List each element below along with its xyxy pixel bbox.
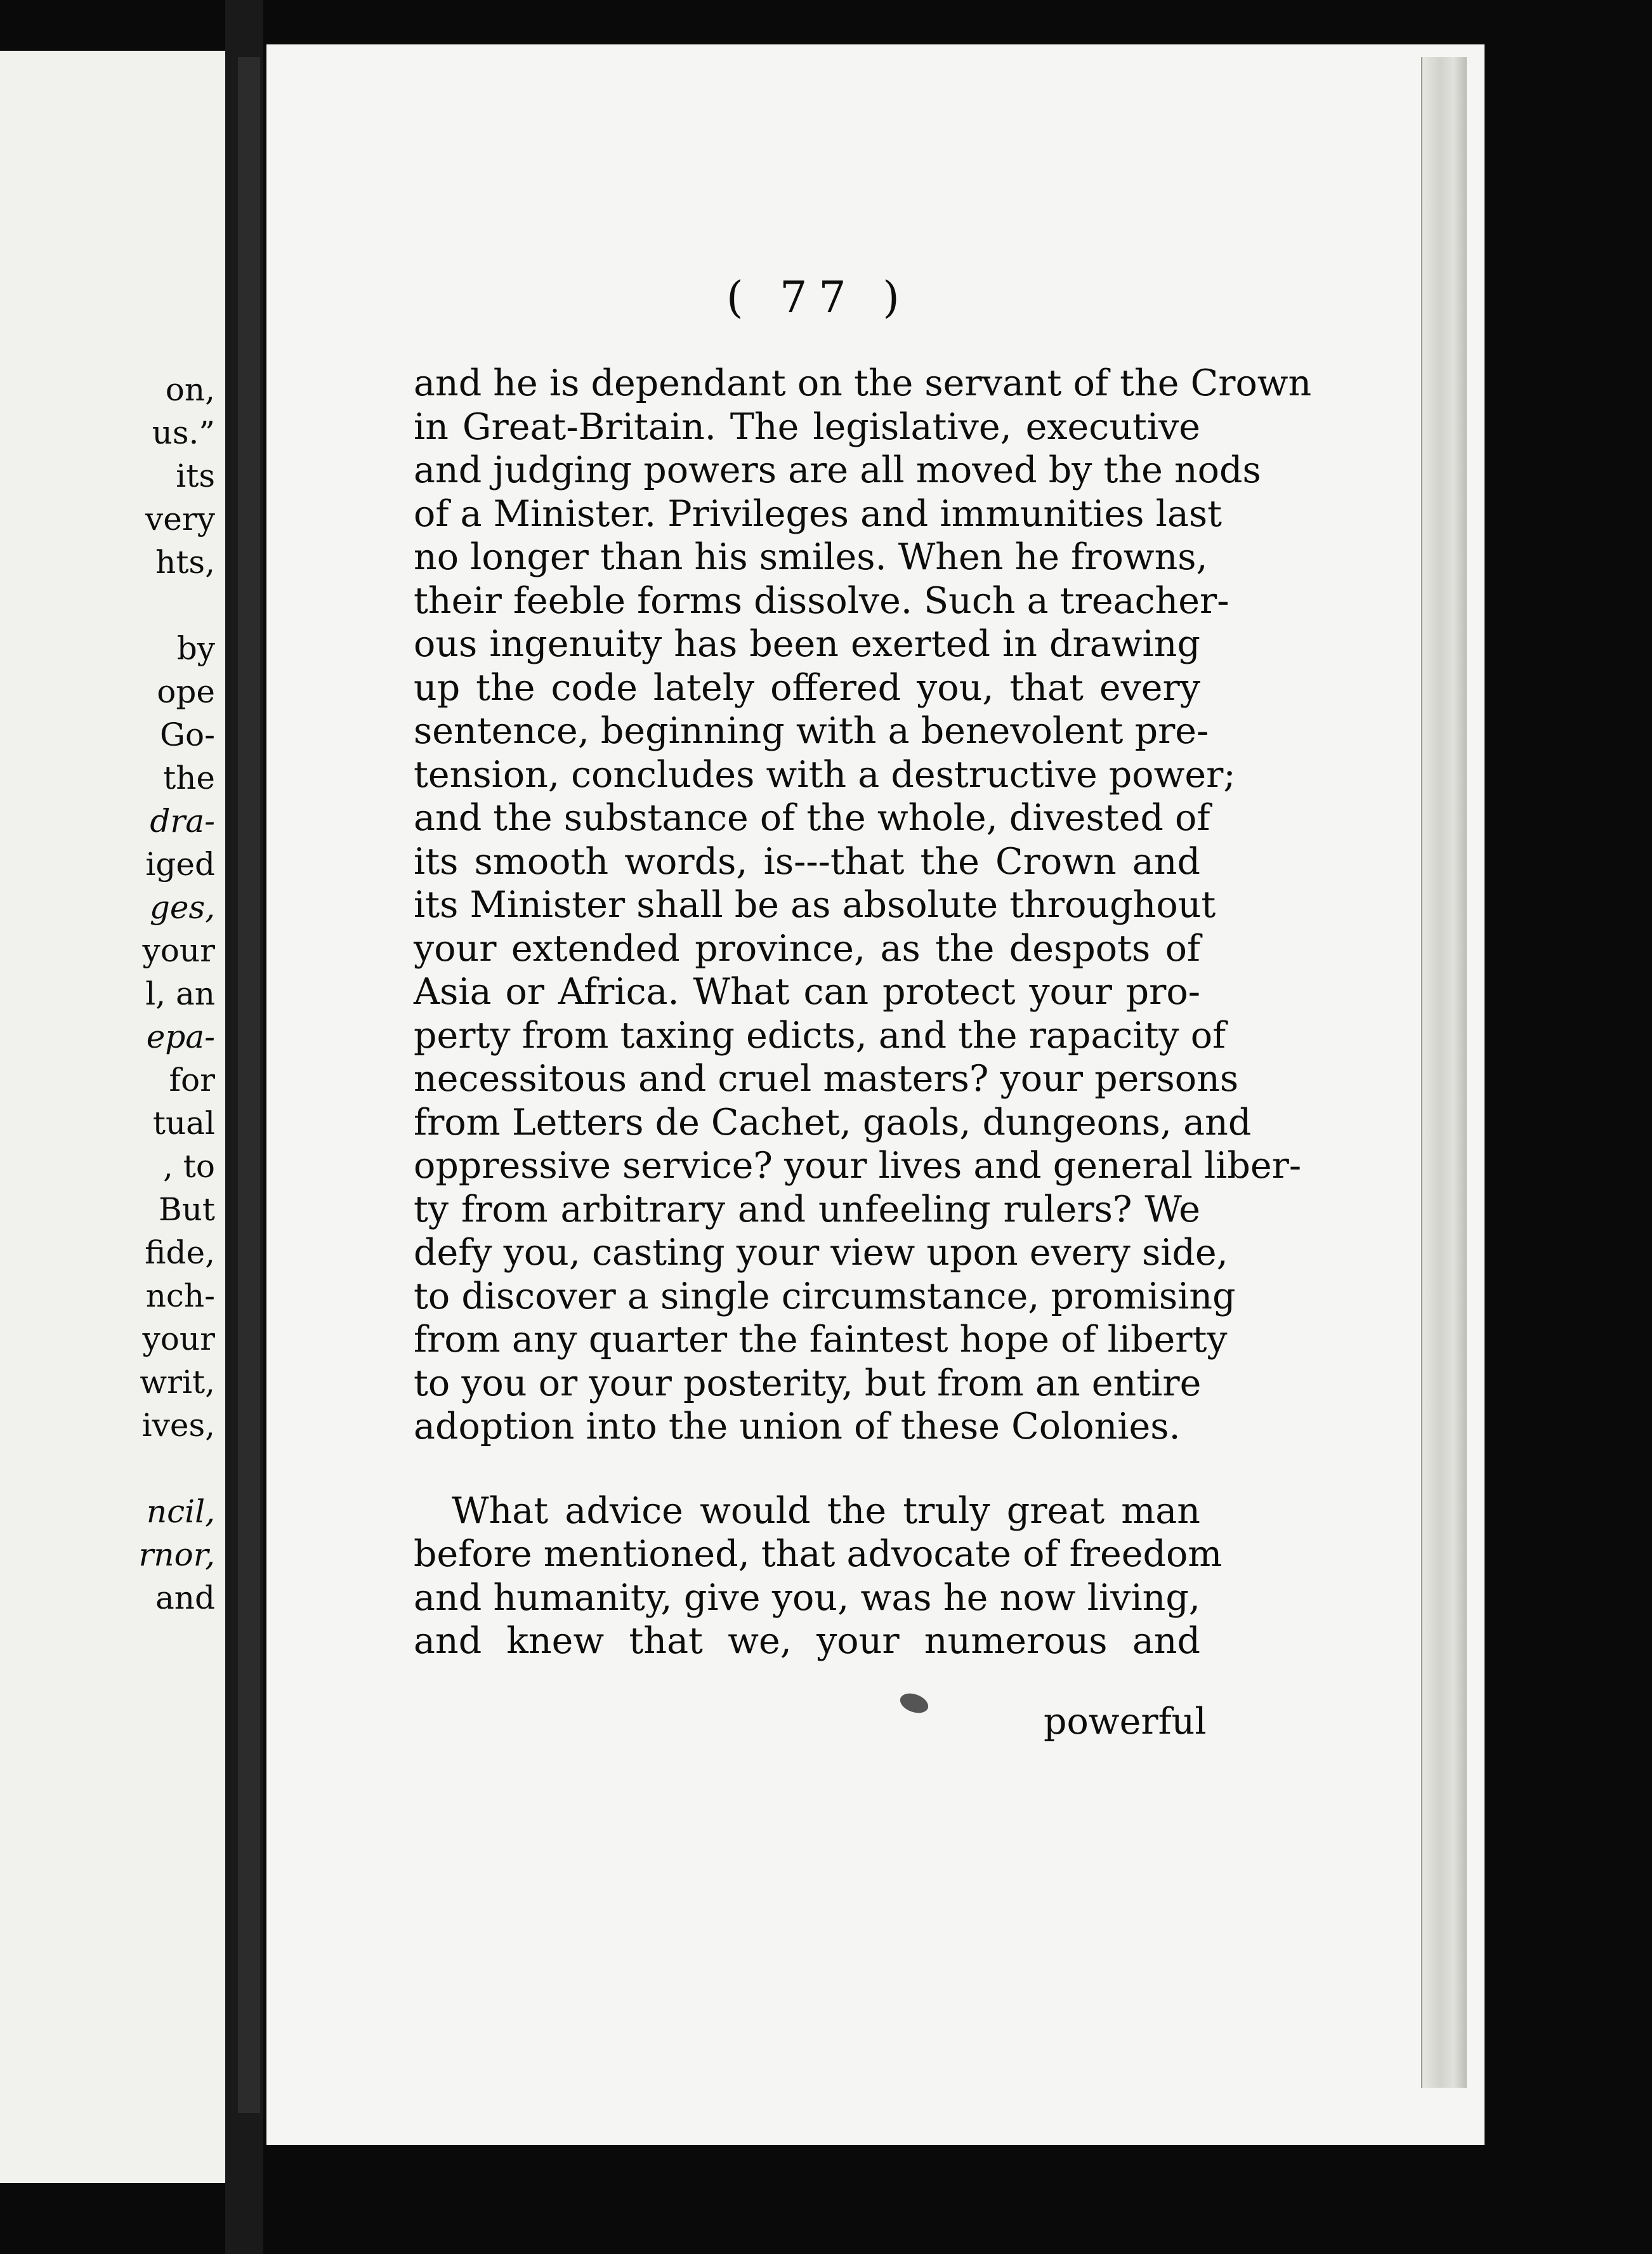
- left-fragment: hts,: [155, 544, 215, 581]
- left-fragment: [138, 584, 215, 627]
- left-fragment: your: [142, 1321, 215, 1357]
- text-line: your extended province, as the despots of: [414, 927, 1200, 970]
- text-line: their feeble forms dissolve. Such a treacher-: [414, 579, 1229, 622]
- left-facing-page: [0, 51, 225, 2183]
- page-body-text: [414, 362, 1312, 1663]
- left-fragment: iged: [145, 846, 215, 883]
- text-line: necessitous and cruel masters? your persons: [414, 1058, 1239, 1100]
- left-fragment: and: [155, 1579, 215, 1616]
- left-fragment: , to: [163, 1148, 215, 1185]
- text-line: adoption into the union of these Colonies.: [414, 1406, 1181, 1447]
- left-fragment: rnor,: [138, 1536, 215, 1573]
- text-line: ty from arbitrary and unfeeling rulers? We: [414, 1188, 1200, 1230]
- left-fragment: epa-: [146, 1018, 215, 1055]
- paragraph-break: [414, 1449, 1200, 1489]
- left-fragment: by: [176, 630, 215, 667]
- left-fragment: fide,: [145, 1234, 215, 1271]
- left-page-text-fragments: [138, 368, 215, 1619]
- page-edge: [1421, 57, 1467, 2088]
- left-fragment: dra-: [150, 803, 215, 840]
- text-line: its smooth words, is---that the Crown and: [414, 840, 1200, 883]
- left-fragment: us.”: [152, 414, 215, 451]
- text-line: ous ingenuity has been exerted in drawing: [414, 623, 1200, 665]
- text-line: perty from taxing edicts, and the rapacity of: [414, 1014, 1226, 1057]
- text-line: up the code lately offered you, that every: [414, 666, 1200, 709]
- left-fragment: ives,: [141, 1407, 215, 1444]
- text-line: of a Minister. Privileges and immunities last: [414, 492, 1222, 535]
- left-fragment: ncil,: [146, 1493, 215, 1530]
- left-fragment: [138, 1447, 215, 1490]
- left-fragment: very: [145, 501, 215, 537]
- text-line: and humanity, give you, was he now living,: [414, 1576, 1200, 1619]
- left-fragment: your: [142, 932, 215, 969]
- left-fragment: Go-: [160, 716, 215, 753]
- left-fragment: on,: [165, 371, 215, 408]
- left-fragment: tual: [152, 1105, 215, 1142]
- text-line: What advice would the truly great man: [452, 1489, 1200, 1532]
- text-line: sentence, beginning with a benevolent pre-: [414, 710, 1209, 752]
- text-line: and knew that we, your numerous and: [414, 1620, 1200, 1662]
- text-line: to discover a single circumstance, promising: [414, 1275, 1236, 1317]
- left-fragment: for: [169, 1062, 215, 1098]
- left-fragment: the: [163, 760, 215, 796]
- left-fragment: ges,: [149, 889, 215, 926]
- text-line: before mentioned, that advocate of freedom: [414, 1533, 1223, 1575]
- text-line: from any quarter the faintest hope of liberty: [414, 1319, 1228, 1361]
- text-line: its Minister shall be as absolute throughout: [414, 884, 1216, 926]
- left-fragment: But: [158, 1191, 215, 1228]
- left-fragment: writ,: [140, 1364, 215, 1401]
- text-line: from Letters de Cachet, gaols, dungeons, and: [414, 1101, 1252, 1143]
- text-line: no longer than his smiles. When he frowns,: [414, 536, 1208, 578]
- text-line: and he is dependant on the servant of the Crown: [414, 362, 1312, 404]
- text-line: defy you, casting your view upon every side,: [414, 1232, 1228, 1274]
- text-line: to you or your posterity, but from an entire: [414, 1362, 1202, 1404]
- page-number: ( 77 ): [726, 273, 911, 323]
- text-line: tension, concludes with a destructive power;: [414, 753, 1236, 796]
- text-line: and the substance of the whole, divested of: [414, 797, 1210, 839]
- text-line: in Great-Britain. The legislative, executive: [414, 405, 1200, 448]
- text-line: and judging powers are all moved by the nods: [414, 449, 1261, 491]
- left-fragment: ope: [157, 673, 215, 710]
- text-line: oppressive service? your lives and general liber-: [414, 1145, 1302, 1187]
- left-fragment: nch-: [145, 1277, 215, 1314]
- left-fragment: l, an: [145, 975, 215, 1012]
- catchword: powerful: [1044, 1701, 1207, 1743]
- text-line: Asia or Africa. What can protect your pro-: [414, 971, 1200, 1013]
- left-fragment: its: [176, 458, 215, 494]
- book-spine-shadow: [238, 57, 260, 2113]
